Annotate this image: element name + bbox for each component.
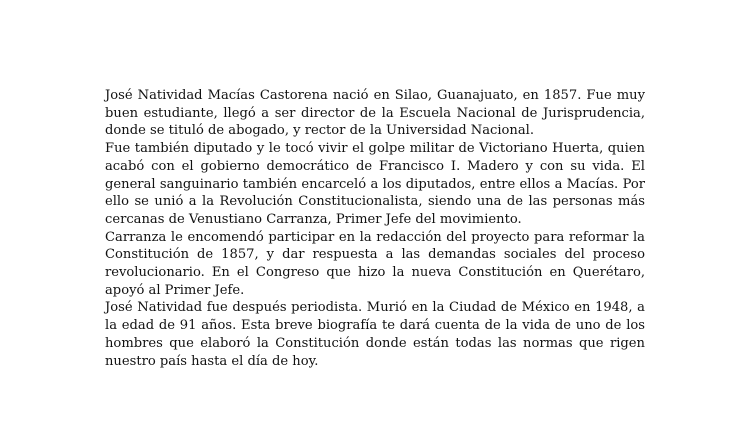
biography-text — [105, 87, 645, 370]
paragraph-birth-education: José Natividad Macías Castorena nació en Silao, Guanajuato, en 1857. Fue muy buen estudiante, llegó a ser director de la Escuela Nacional de Jurisprudencia, donde se tituló de abogado, y rector de la Universidad Nacional. — [105, 88, 645, 139]
paragraph-constitution-reform: Carranza le encomendó participar en la redacción del proyecto para reformar la Constitución de 1857, y dar respuesta a las demandas sociales del proceso revolucionario. En el Congreso que hizo la nueva Constitución en Querétaro, apoyó al Primer Jefe. — [105, 229, 645, 298]
paragraph-later-life: José Natividad fue después periodista. Murió en la Ciudad de México en 1948, a la edad de 91 años. Esta breve biografía te dará cuenta de la vida de uno de los hombres que elaboró la Constitución donde están todas las normas que rigen nuestro país hasta el día de hoy. — [105, 300, 645, 369]
paragraph-deputy-revolution: Fue también diputado y le tocó vivir el golpe militar de Victoriano Huerta, quien acabó con el gobierno democrático de Francisco I. Madero y con su vida. El general sanguinario también encarceló a los diputados, entre ellos a Macías. Por ello se unió a la Revolución Constitucionalista, siendo una de las personas más cercanas de Venustiano Carranza, Primer Jefe del movimiento. — [105, 141, 645, 227]
